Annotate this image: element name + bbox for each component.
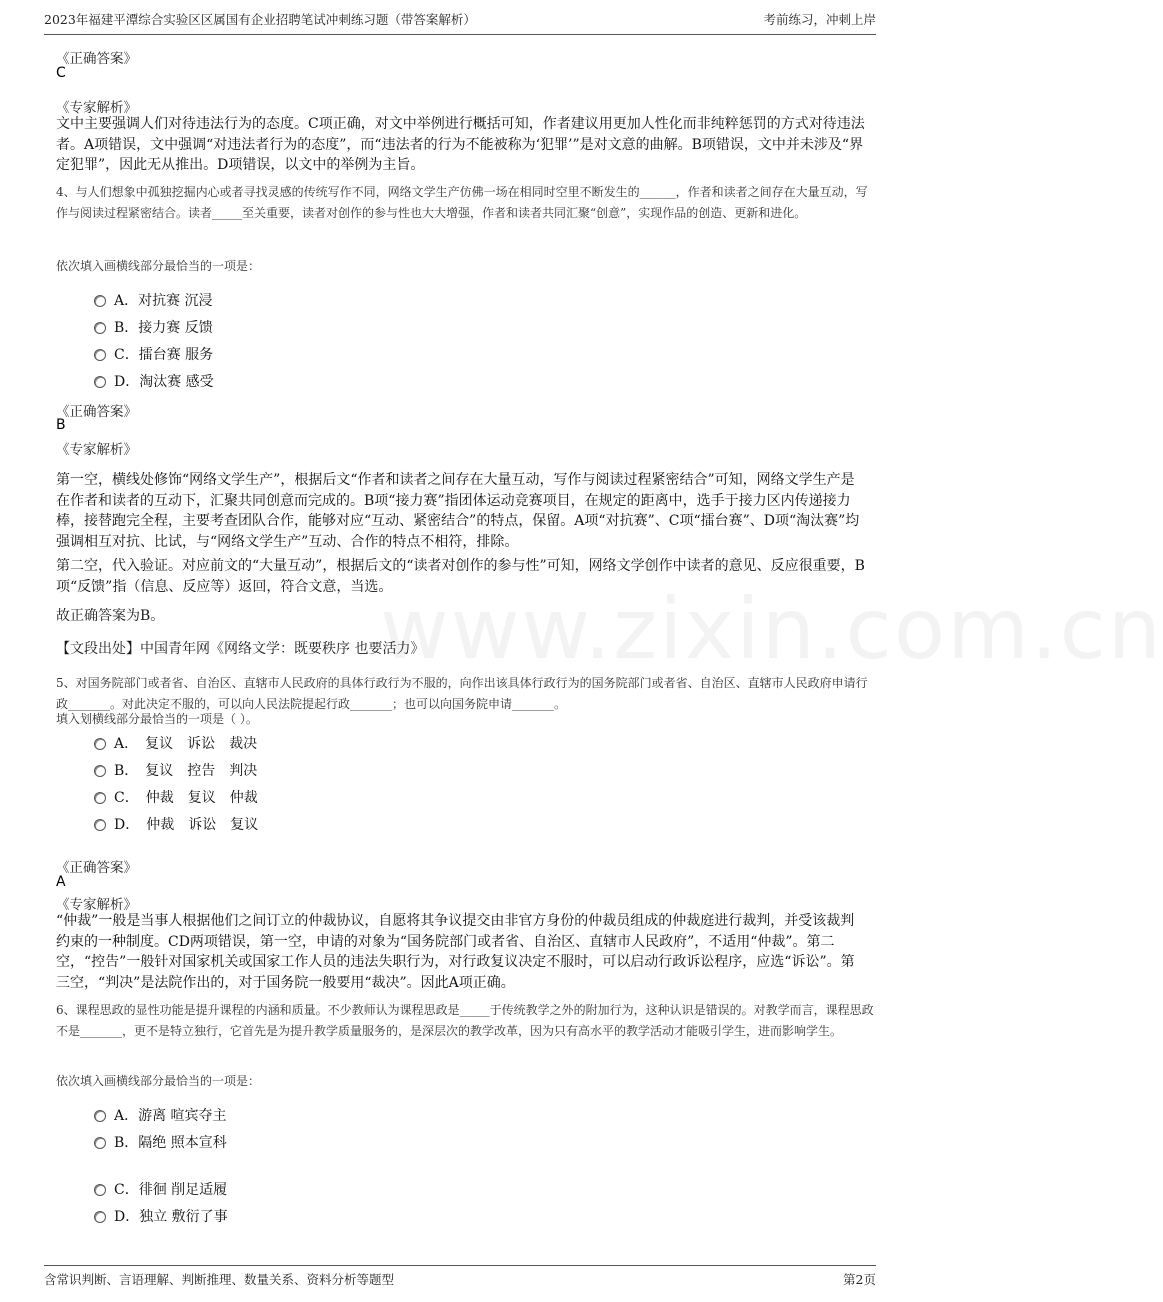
answer-value: B (56, 417, 66, 433)
analysis-text: 文中主要强调人们对待违法行为的态度。C项正确，对文中举例进行概括可知，作者建议用更加人性化而非纯粹惩罚的方式对待违法者。A项错误，文中强调“对违法者行为的态度”，而“违法者的行为不能被称为‘犯罪’”是对文意的曲解。B项错误，文中并未涉及“界定犯罪”，因此无从推出。D项错误，以文中的举例为主旨。 (56, 116, 865, 174)
option-b[interactable] (94, 1132, 227, 1152)
analysis-text: “仲裁”一般是当事人根据他们之间订立的仲裁协议，自愿将其争议提交由非官方身份的仲裁员组成的仲裁庭进行裁判，并受该裁判约束的一种制度。CD两项错误，第一空，申请的对象为“国务院部门或者省、自治区、直辖市人民政府”，不适用“仲裁”。第二空，“控告”一般针对国家机关或国家工作人员的违法失职行为，对行政复议决定不服时，可以启动行政诉讼程序，应选“诉讼”。第三空，“判决”是法院作出的，对于国务院一般要用“裁决”。因此A项正确。 (56, 913, 855, 991)
answer-value: C (56, 65, 66, 81)
source-citation: 【文段出处】中国青年网《网络文学：既要秩序 也要活力》 (56, 641, 425, 657)
option-label: A．游离 喧宾夺主 (114, 1108, 227, 1124)
radio-icon[interactable] (94, 1110, 106, 1122)
analysis-label: 《专家解析》 (56, 442, 137, 458)
option-c[interactable] (94, 1179, 227, 1199)
question-stem: 4、与人们想象中孤独挖掘内心或者寻找灵感的传统写作不同，网络文学生产仿佛一场在相同时空里不断发生的______，作者和读者之间存在大量互动，写作与阅读过程紧密结合。读者_____至关重要，读者对创作的参与性也大大增强，作者和读者共同汇聚“创意”，实现作品的创造、更新和进化。 (56, 185, 868, 220)
option-a[interactable] (94, 1105, 227, 1125)
radio-icon[interactable] (94, 1211, 106, 1223)
page-footer (44, 1270, 876, 1288)
footer-text: 含常识判断、言语理解、判断推理、数量关系、资料分析等题型 (44, 1272, 395, 1287)
radio-icon[interactable] (94, 349, 106, 361)
radio-icon[interactable] (94, 819, 106, 831)
watermark: www.zixin.com.cn (380, 580, 1163, 678)
radio-icon[interactable] (94, 738, 106, 750)
question-instruction: 填入划横线部分最恰当的一项是（ ）。 (56, 712, 258, 726)
answer-value: A (56, 874, 66, 890)
option-d[interactable] (94, 814, 258, 834)
option-label: A．对抗赛 沉浸 (114, 293, 213, 309)
option-a[interactable] (94, 290, 213, 310)
page-header (44, 10, 876, 32)
answer-label: 《正确答案》 (56, 51, 137, 67)
header-divider (44, 34, 876, 35)
radio-icon[interactable] (94, 1137, 106, 1149)
option-label: D．淘汰赛 感受 (114, 374, 214, 390)
radio-icon[interactable] (94, 322, 106, 334)
analysis-paragraph: 第二空，代入验证。对应前文的“大量互动”，根据后文的“读者对创作的参与性”可知，网络文学创作中读者的意见、反应很重要，B项“反馈”指（信息、反应等）返回，符合文意，当选。 (56, 558, 865, 595)
option-d[interactable] (94, 1206, 228, 1226)
option-label: B．隔绝 照本宣科 (114, 1135, 227, 1151)
option-d[interactable] (94, 371, 214, 391)
radio-icon[interactable] (94, 792, 106, 804)
footer-divider (44, 1265, 876, 1266)
radio-icon[interactable] (94, 1184, 106, 1196)
radio-icon[interactable] (94, 376, 106, 388)
analysis-paragraph: 第一空，横线处修饰“网络文学生产”，根据后文“作者和读者之间存在大量互动，写作与阅读过程紧密结合”可知，网络文学生产是在作者和读者的互动下，汇聚共同创意而完成的。B项“接力赛”指团体运动竞赛项目，在规定的距离中，选手于接力区内传递接力棒，接替跑完全程，主要考查团队合作，能够对应“互动、紧密结合”的特点，保留。A项“对抗赛”、C项“擂台赛”、D项“淘汰赛”均强调相互对抗、比试，与“网络文学生产”互动、合作的特点不相符，排除。 (56, 472, 860, 550)
analysis-label: 《专家解析》 (56, 100, 137, 116)
option-c[interactable] (94, 344, 213, 364)
question-instruction: 依次填入画横线部分最恰当的一项是： (56, 259, 261, 273)
header-slogan: 考前练习，冲刺上岸 (763, 12, 876, 27)
option-c[interactable] (94, 787, 258, 807)
option-label: B． 复议 控告 判决 (114, 763, 258, 779)
question-stem: 5、对国务院部门或者省、自治区、直辖市人民政府的具体行政行为不服的，向作出该具体行政行为的国务院部门或者省、自治区、直辖市人民政府申请行政_______。对此决定不服的，可以向人民法院提起行政_______；也可以向国务院申请_______。 (56, 676, 868, 711)
radio-icon[interactable] (94, 765, 106, 777)
radio-icon[interactable] (94, 295, 106, 307)
option-label: B．接力赛 反馈 (114, 320, 213, 336)
option-label: C． 仲裁 复议 仲裁 (114, 790, 258, 806)
option-label: C．徘徊 削足适履 (114, 1182, 228, 1198)
option-a[interactable] (94, 733, 257, 753)
option-label: D． 仲裁 诉讼 复议 (114, 817, 259, 833)
answer-label: 《正确答案》 (56, 404, 137, 420)
option-label: D．独立 敷衍了事 (114, 1209, 228, 1225)
analysis-conclusion: 故正确答案为B。 (56, 608, 165, 624)
question-instruction: 依次填入画横线部分最恰当的一项是： (56, 1074, 261, 1088)
option-label: A． 复议 诉讼 裁决 (114, 736, 258, 752)
answer-label: 《正确答案》 (56, 860, 137, 876)
question-stem: 6、课程思政的显性功能是提升课程的内涵和质量。不少教师认为课程思政是_____于传统教学之外的附加行为，这种认识是错误的。对教学而言，课程思政不是_______，更不是特立独行，它首先是为提升教学质量服务的，是深层次的教学改革，因为只有高水平的教学活动才能吸引学生，进而影响学生。 (56, 1003, 874, 1038)
option-label: C．擂台赛 服务 (114, 347, 214, 363)
option-b[interactable] (94, 317, 213, 337)
option-b[interactable] (94, 760, 257, 780)
page-number: 第2页 (843, 1272, 876, 1287)
header-title: 2023年福建平潭综合实验区区属国有企业招聘笔试冲刺练习题（带答案解析） (44, 12, 476, 27)
analysis-label: 《专家解析》 (56, 897, 137, 913)
